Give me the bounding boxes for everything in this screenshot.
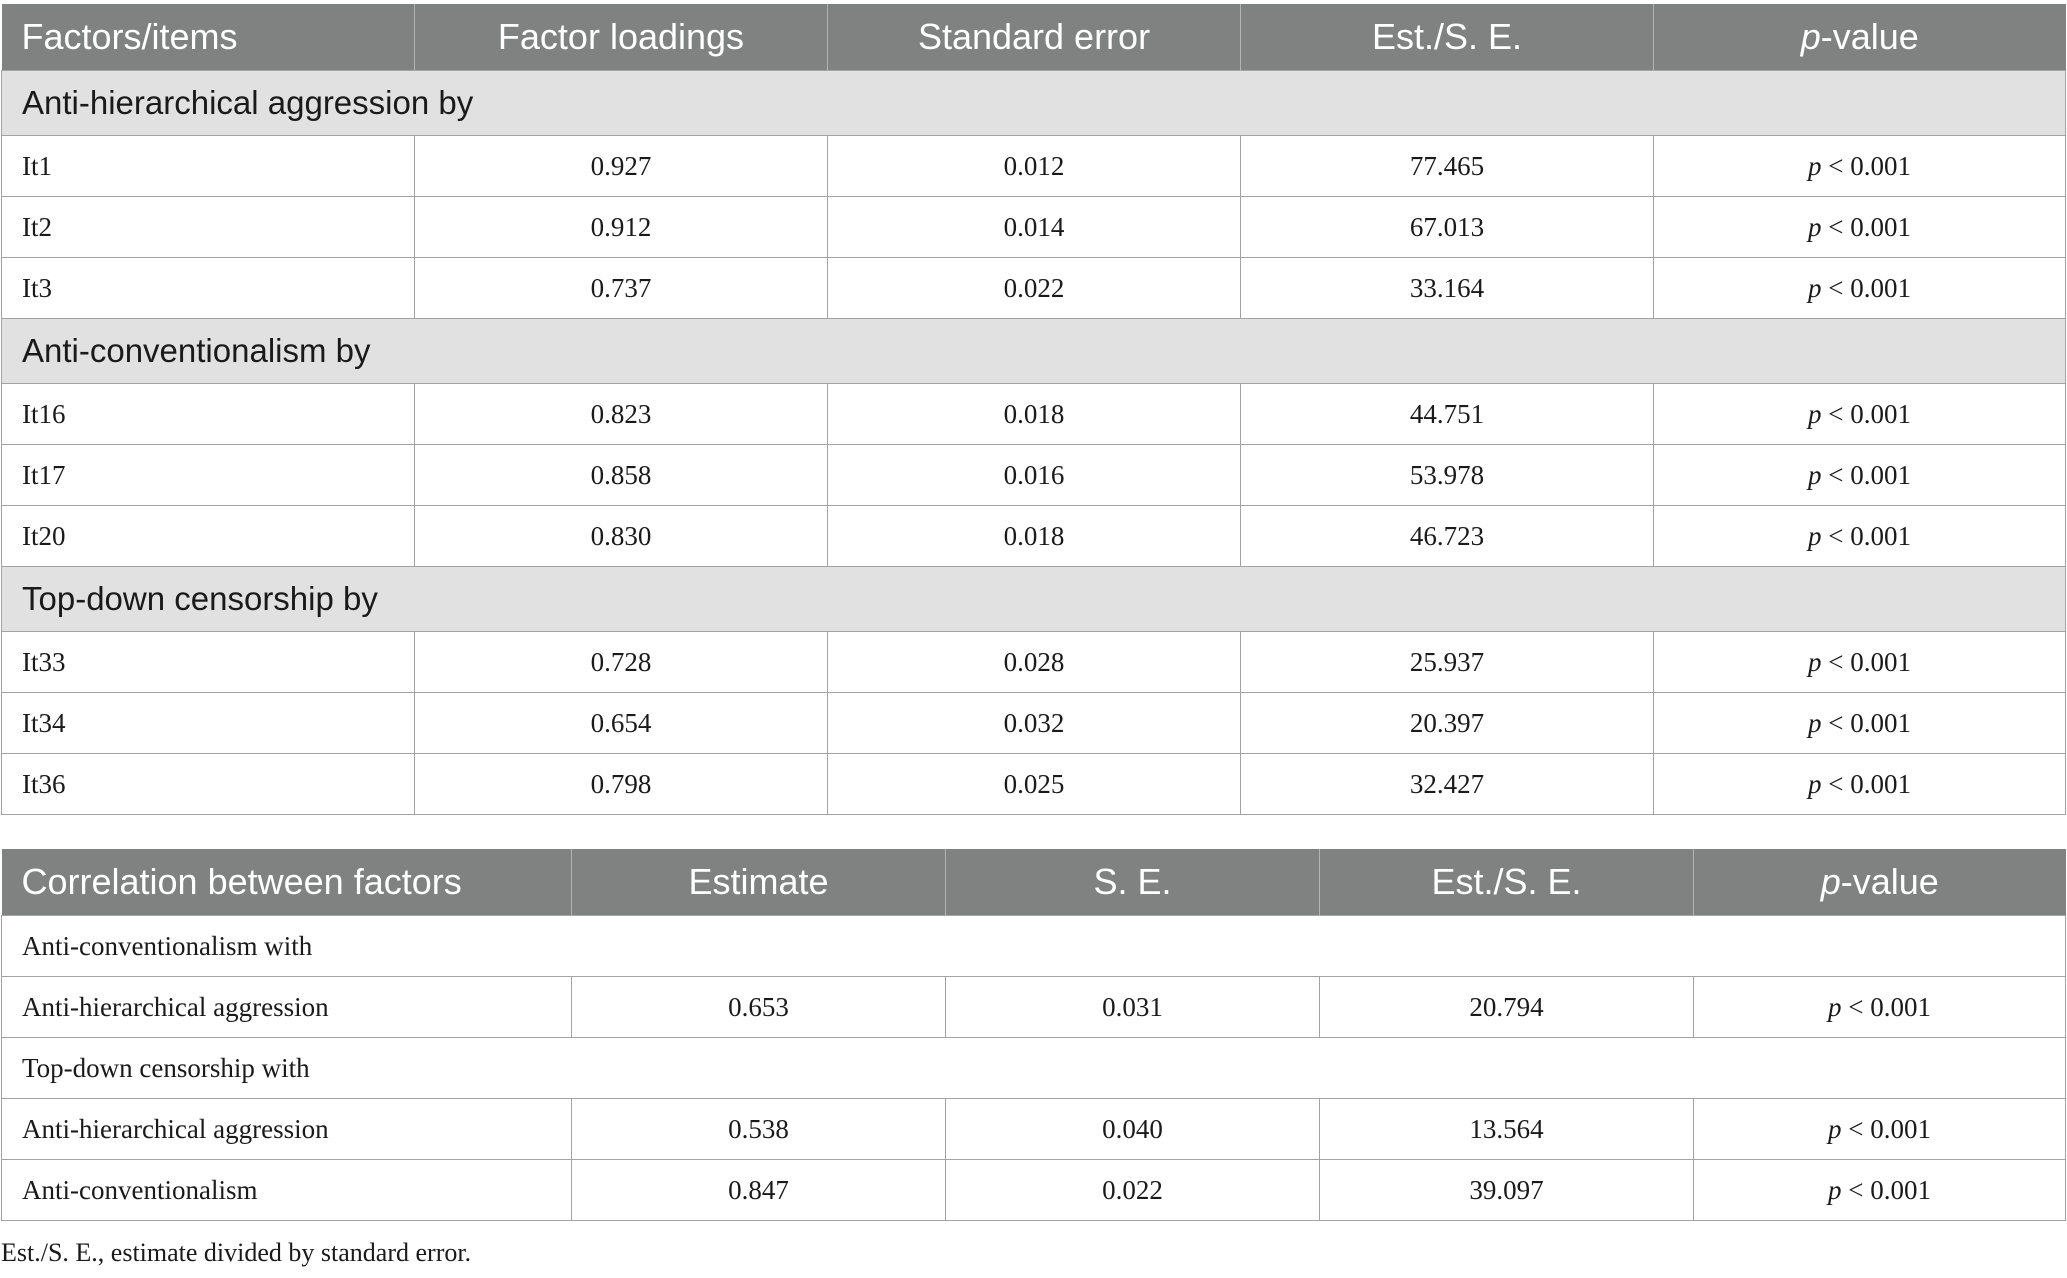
p-value-text: < 0.001 xyxy=(1828,707,1911,738)
section-row xyxy=(2,567,2066,632)
cell-est-se: 33.164 xyxy=(1241,258,1654,319)
table-row xyxy=(2,197,2066,258)
p-letter: p xyxy=(1808,211,1822,242)
row-label: Anti-conventionalism xyxy=(2,1160,572,1221)
cell-estimate: 0.538 xyxy=(572,1099,946,1160)
header-est-se: Est./S. E. xyxy=(1241,4,1654,71)
row-label: It17 xyxy=(2,445,415,506)
p-letter: p xyxy=(1808,707,1822,738)
cell-estimate: 0.737 xyxy=(415,258,828,319)
header-p-value xyxy=(1694,849,2066,916)
cell-est-se: 25.937 xyxy=(1241,632,1654,693)
cell-est-se: 77.465 xyxy=(1241,136,1654,197)
row-label: It33 xyxy=(2,632,415,693)
p-value-text: < 0.001 xyxy=(1828,520,1911,551)
p-value-text: < 0.001 xyxy=(1828,211,1911,242)
table-row xyxy=(2,1099,2066,1160)
cell-p-value xyxy=(1654,384,2066,445)
section-row xyxy=(2,319,2066,384)
cell-standard-error: 0.018 xyxy=(828,506,1241,567)
cell-p-value xyxy=(1654,506,2066,567)
cell-est-se: 32.427 xyxy=(1241,754,1654,815)
p-value-text: < 0.001 xyxy=(1828,150,1911,181)
p-value-text: < 0.001 xyxy=(1828,768,1911,799)
cell-estimate: 0.798 xyxy=(415,754,828,815)
factor-loadings-table xyxy=(1,4,2066,815)
header-standard-error: Standard error xyxy=(828,4,1241,71)
p-value-text: < 0.001 xyxy=(1828,272,1911,303)
row-label: It20 xyxy=(2,506,415,567)
cell-standard-error: 0.022 xyxy=(828,258,1241,319)
header-p-value xyxy=(1654,4,2066,71)
cell-estimate: 0.912 xyxy=(415,197,828,258)
cell-p-value xyxy=(1654,136,2066,197)
table-row xyxy=(2,445,2066,506)
p-letter: p xyxy=(1808,768,1822,799)
p-letter: p xyxy=(1820,861,1841,902)
p-letter: p xyxy=(1808,398,1822,429)
p-letter: p xyxy=(1808,150,1822,181)
p-letter: p xyxy=(1808,646,1822,677)
table-row xyxy=(2,136,2066,197)
p-letter: p xyxy=(1808,459,1822,490)
header-est-se: Est./S. E. xyxy=(1320,849,1694,916)
p-value-text: < 0.001 xyxy=(1828,459,1911,490)
cell-est-se: 46.723 xyxy=(1241,506,1654,567)
p-letter: p xyxy=(1828,991,1842,1022)
cell-p-value xyxy=(1654,258,2066,319)
p-value-text: < 0.001 xyxy=(1848,1174,1931,1205)
cell-standard-error: 0.016 xyxy=(828,445,1241,506)
row-label: It34 xyxy=(2,693,415,754)
cell-standard-error: 0.012 xyxy=(828,136,1241,197)
cell-p-value xyxy=(1694,1099,2066,1160)
p-value-text: < 0.001 xyxy=(1848,1113,1931,1144)
table-row xyxy=(2,632,2066,693)
table-row xyxy=(2,1160,2066,1221)
cell-est-se: 20.397 xyxy=(1241,693,1654,754)
cell-p-value xyxy=(1654,693,2066,754)
header-factor-loadings: Factor loadings xyxy=(415,4,828,71)
table-row xyxy=(2,693,2066,754)
table-row xyxy=(2,754,2066,815)
p-letter: p xyxy=(1808,272,1822,303)
cell-est-se: 39.097 xyxy=(1320,1160,1694,1221)
cell-estimate: 0.823 xyxy=(415,384,828,445)
cell-standard-error: 0.040 xyxy=(946,1099,1320,1160)
table-header-row xyxy=(2,4,2066,71)
section-label: Anti-hierarchical aggression by xyxy=(2,71,2066,136)
p-letter: p xyxy=(1828,1113,1842,1144)
cell-standard-error: 0.025 xyxy=(828,754,1241,815)
section-row xyxy=(2,71,2066,136)
cell-est-se: 13.564 xyxy=(1320,1099,1694,1160)
cell-estimate: 0.654 xyxy=(415,693,828,754)
cell-p-value xyxy=(1654,754,2066,815)
cell-est-se: 44.751 xyxy=(1241,384,1654,445)
table-row xyxy=(2,384,2066,445)
section-label: Top-down censorship with xyxy=(2,1038,2066,1099)
cell-standard-error: 0.022 xyxy=(946,1160,1320,1221)
section-label: Anti-conventionalism with xyxy=(2,916,2066,977)
p-letter: p xyxy=(1808,520,1822,551)
table-row xyxy=(2,506,2066,567)
cell-standard-error: 0.018 xyxy=(828,384,1241,445)
cell-est-se: 20.794 xyxy=(1320,977,1694,1038)
header-estimate: Estimate xyxy=(572,849,946,916)
cell-p-value xyxy=(1654,197,2066,258)
p-letter: p xyxy=(1800,16,1821,57)
cell-standard-error: 0.014 xyxy=(828,197,1241,258)
factor-correlations-table xyxy=(1,849,2066,1221)
header-se: S. E. xyxy=(946,849,1320,916)
cell-standard-error: 0.028 xyxy=(828,632,1241,693)
table-header-row xyxy=(2,849,2066,916)
cell-p-value xyxy=(1694,1160,2066,1221)
p-letter: p xyxy=(1828,1174,1842,1205)
cell-p-value xyxy=(1654,632,2066,693)
cell-standard-error: 0.032 xyxy=(828,693,1241,754)
table-footnote: Est./S. E., estimate divided by standard error. xyxy=(1,1238,472,1267)
p-value-text: < 0.001 xyxy=(1828,398,1911,429)
row-label: It3 xyxy=(2,258,415,319)
cell-estimate: 0.927 xyxy=(415,136,828,197)
section-label: Top-down censorship by xyxy=(2,567,2066,632)
cell-estimate: 0.858 xyxy=(415,445,828,506)
p-value-text: < 0.001 xyxy=(1828,646,1911,677)
cell-standard-error: 0.031 xyxy=(946,977,1320,1038)
cell-est-se: 53.978 xyxy=(1241,445,1654,506)
cell-estimate: 0.728 xyxy=(415,632,828,693)
row-label: It2 xyxy=(2,197,415,258)
cell-estimate: 0.847 xyxy=(572,1160,946,1221)
header-correlation: Correlation between factors xyxy=(2,849,572,916)
table-row xyxy=(2,258,2066,319)
header-p-value-suffix: -value xyxy=(1820,16,1919,57)
p-value-text: < 0.001 xyxy=(1848,991,1931,1022)
row-label: It16 xyxy=(2,384,415,445)
cell-estimate: 0.653 xyxy=(572,977,946,1038)
section-row xyxy=(2,916,2066,977)
section-row xyxy=(2,1038,2066,1099)
row-label: Anti-hierarchical aggression xyxy=(2,977,572,1038)
header-p-value-suffix: -value xyxy=(1840,861,1939,902)
cell-p-value xyxy=(1654,445,2066,506)
table-row xyxy=(2,977,2066,1038)
header-factors-items: Factors/items xyxy=(2,4,415,71)
row-label: It1 xyxy=(2,136,415,197)
section-label: Anti-conventionalism by xyxy=(2,319,2066,384)
cell-est-se: 67.013 xyxy=(1241,197,1654,258)
row-label: It36 xyxy=(2,754,415,815)
cell-estimate: 0.830 xyxy=(415,506,828,567)
row-label: Anti-hierarchical aggression xyxy=(2,1099,572,1160)
cell-p-value xyxy=(1694,977,2066,1038)
